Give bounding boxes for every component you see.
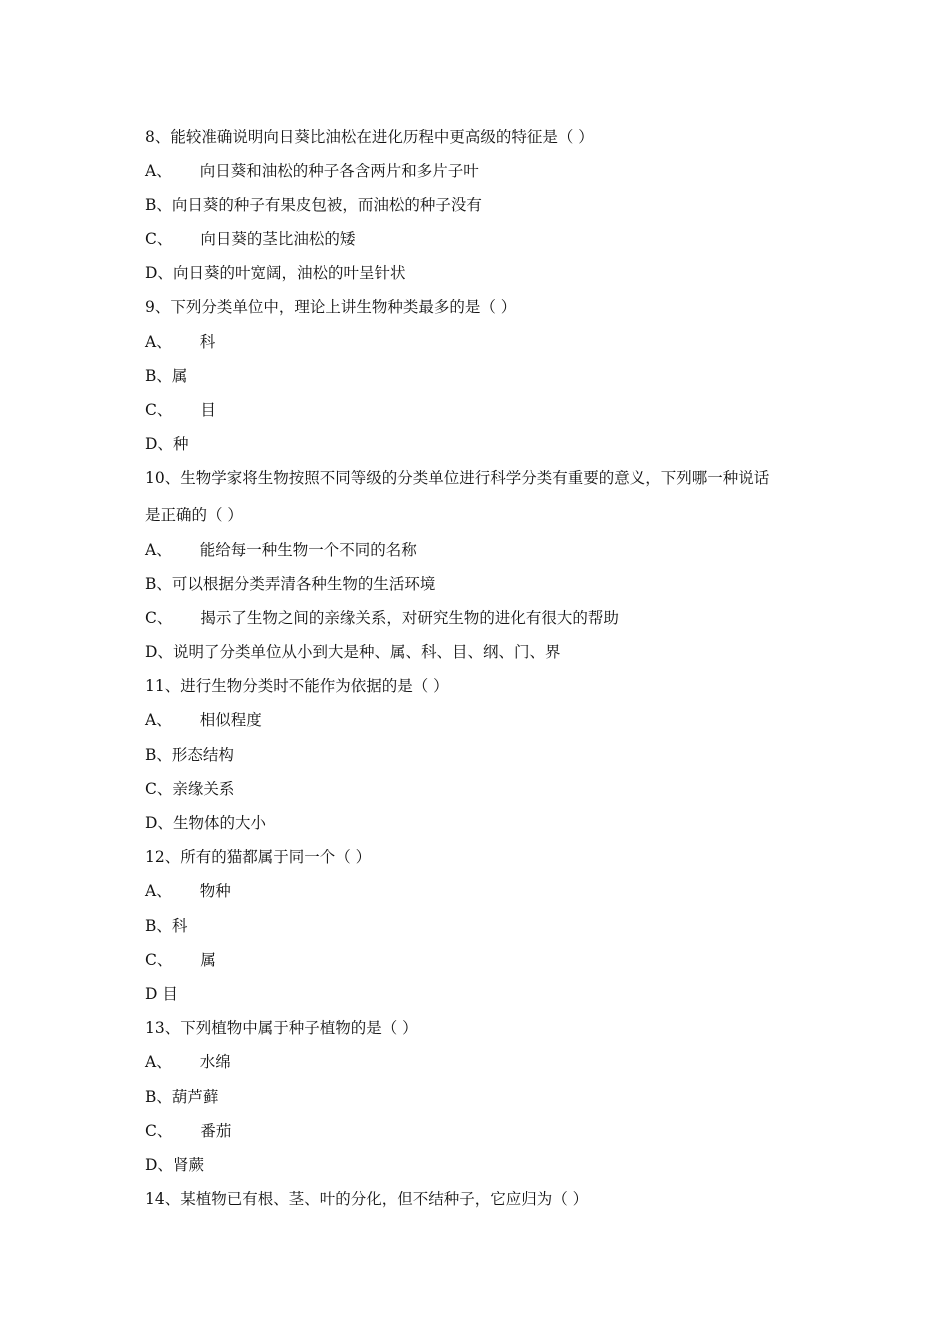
question-14-stem: 14、某植物已有根、茎、叶的分化，但不结种子，它应归为（ ） [145,1190,589,1208]
question-10-stem-line-2: 是正确的（ ） [145,506,243,524]
question-12-option-a [145,881,825,901]
option-label: C、 [145,951,173,969]
question-9-option-a [145,332,825,352]
question-12-option-c [145,950,825,970]
question-8-stem: 8、能较准确说明向日葵比油松在进化历程中更高级的特征是（ ） [145,128,594,146]
option-text: 向日葵的茎比油松的矮 [200,230,356,248]
option-text: 目 [200,401,216,419]
option-text: 形态结构 [171,746,234,764]
option-text: 说明了分类单位从小到大是种、属、科、目、纲、门、界 [172,643,561,661]
option-text: 肾蕨 [172,1156,204,1174]
question-8-option-b [145,195,825,215]
option-text: 葫芦藓 [171,1088,219,1106]
question-12-option-d [145,984,825,1004]
option-label: D、 [145,1156,173,1174]
option-label: A、 [145,1053,172,1071]
option-text: 向日葵的种子有果皮包被，而油松的种子没有 [171,196,482,214]
option-text: 向日葵和油松的种子各含两片和多片子叶 [199,162,479,180]
question-13-option-a [145,1052,825,1072]
option-label: B、 [145,917,172,935]
option-label: B、 [145,1088,172,1106]
question-10-option-c [145,608,825,628]
option-label: C、 [145,230,173,248]
question-9-option-c [145,400,825,420]
option-label: C、 [145,780,173,798]
question-13-stem: 13、下列植物中属于种子植物的是（ ） [145,1019,418,1037]
question-10-stem-line-1: 10、生物学家将生物按照不同等级的分类单位进行科学分类有重要的意义，下列哪一种说话 [145,469,770,487]
option-text: 向日葵的叶宽阔，油松的叶呈针状 [172,264,406,282]
option-label: A、 [145,711,172,729]
option-label: A、 [145,882,172,900]
question-13-option-c [145,1121,825,1141]
question-10-option-b [145,574,825,594]
question-12-option-b [145,916,825,936]
option-text: 揭示了生物之间的亲缘关系，对研究生物的进化有很大的帮助 [200,609,619,627]
option-label: A、 [145,162,172,180]
option-text: 能给每一种生物一个不同的名称 [199,541,417,559]
question-11-option-d [145,813,825,833]
question-13-option-d [145,1155,825,1175]
option-label: C、 [145,609,173,627]
question-13-option-b [145,1087,825,1107]
option-text: 科 [199,333,216,351]
option-label: C、 [145,401,173,419]
option-text: 种 [172,435,189,453]
option-label: D、 [145,814,173,832]
question-11-option-a [145,710,825,730]
option-label: A、 [145,333,172,351]
option-label: D [145,985,158,1003]
option-text: 相似程度 [199,711,262,729]
option-text: 亲缘关系 [172,780,235,798]
question-8-option-a [145,161,825,181]
option-label: B、 [145,367,172,385]
option-text: 物种 [199,882,231,900]
option-text: 属 [171,367,188,385]
question-11-option-b [145,745,825,765]
option-label: B、 [145,746,172,764]
question-8-option-d [145,263,825,283]
question-10-option-d [145,642,825,662]
option-text: 科 [171,917,188,935]
option-label: C、 [145,1122,173,1140]
option-text: 番茄 [200,1122,232,1140]
option-label: D、 [145,264,173,282]
option-text: 生物体的大小 [172,814,266,832]
option-text: 水绵 [199,1053,231,1071]
option-text: 属 [200,951,216,969]
question-11-stem: 11、进行生物分类时不能作为依据的是（ ） [145,677,449,695]
question-10-option-a [145,540,825,560]
question-9-stem: 9、下列分类单位中，理论上讲生物种类最多的是（ ） [145,298,517,316]
option-label: D、 [145,435,173,453]
option-label: B、 [145,575,172,593]
option-text: 可以根据分类弄清各种生物的生活环境 [171,575,436,593]
option-label: A、 [145,541,172,559]
question-8-option-c [145,229,825,249]
question-9-option-d [145,434,825,454]
question-11-option-c [145,779,825,799]
option-label: B、 [145,196,172,214]
option-text: 目 [162,985,178,1003]
question-12-stem: 12、所有的猫都属于同一个（ ） [145,848,372,866]
question-9-option-b [145,366,825,386]
option-label: D、 [145,643,173,661]
